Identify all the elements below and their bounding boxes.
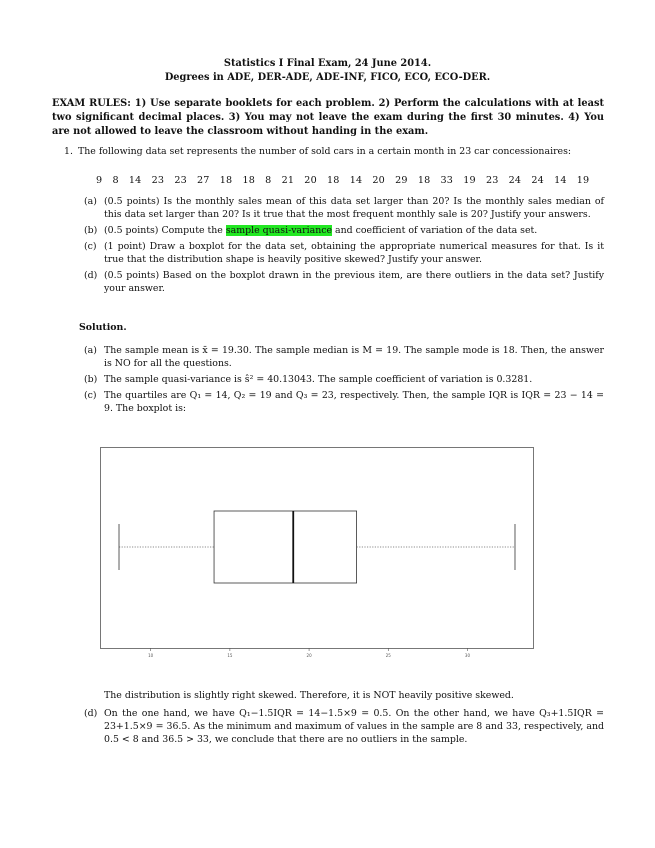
part-a-text: (0.5 points) Is the monthly sales mean of this data set larger than 20? Is the monthly sales median of this data set larger than 20? Is it true that the most frequent monthly sale is 20? Justify your answers. [104, 196, 604, 220]
x-tick-label: 25 [385, 653, 391, 658]
solution-heading: Solution. [79, 322, 127, 333]
solution-d-label: (d) [84, 708, 98, 719]
solution-d [84, 708, 604, 747]
part-c [84, 241, 604, 267]
part-b-text-pre: (0.5 points) Compute the [104, 224, 223, 236]
solution-continued [104, 690, 604, 706]
solution-b-text: The sample quasi-variance is ŝ² = 40.13043. The sample coefficient of variation is 0.3281. [104, 373, 533, 385]
skew-note: The distribution is slightly right skewed. Therefore, it is NOT heavily positive skewed. [104, 690, 514, 701]
exam-title [0, 57, 655, 85]
solution-c-label: (c) [84, 389, 97, 401]
part-d-label: (d) [84, 269, 98, 281]
problem-number: 1. [64, 146, 73, 157]
part-a [84, 196, 604, 222]
part-a-label: (a) [84, 196, 97, 207]
dataset-values: 9 8 14 23 23 27 18 18 8 21 20 18 14 20 29 18 33 19 23 24 24 14 19 [96, 175, 590, 186]
x-tick-label: 30 [464, 653, 471, 658]
iqr-box [214, 511, 357, 583]
title-line-2: Degrees in ADE, DER-ADE, ADE-INF, FICO, ECO, ECO-DER. [164, 72, 491, 84]
part-c-label: (c) [84, 240, 97, 252]
solution-c-text: The quartiles are Q₁ = 14, Q₂ = 19 and Q₃ = 23, respectively. Then, the sample IQR is IQR = 23 − 14 = 9. The boxplot is: [104, 389, 604, 414]
solution-d-text: On the one hand, we have Q₁−1.5IQR = 14−1.5×9 = 0.5. On the other hand, we have Q₃+1.5IQR = 23+1.5×9 = 36.5. As the minimum and maximum of values in the sample are 8 and 33, respectively, and 0.5 < 8 and 36.5 > 33, we conclude that there are no outliers in the sample. [104, 708, 604, 745]
problem-text: The following data set represents the number of sold cars in a certain month in 23 car concessionaires: [78, 146, 572, 157]
solution-b-label: (b) [84, 373, 98, 385]
title-line-1: Statistics I Final Exam, 24 June 2014. [223, 58, 432, 69]
problem-statement [64, 146, 604, 159]
solution-c [84, 390, 604, 416]
part-b-text-post: and coefficient of variation of the data set. [335, 224, 538, 236]
part-c-text: (1 point) Draw a boxplot for the data set, obtaining the appropriate numerical measures for that. Is it true that the distribution shape is heavily positive skewed? Justify your answer. [104, 240, 604, 265]
solution-a-text: The sample mean is x̄ = 19.30. The sample median is M = 19. The sample mode is 18. Then, the answer is NO for all the questions. [104, 345, 604, 369]
part-d-text: (0.5 points) Based on the boxplot drawn in the previous item, are there outliers in the data set? Justify your answer. [104, 269, 604, 294]
boxplot-chart [100, 447, 534, 663]
highlighted-term: sample quasi-variance [225, 224, 333, 236]
part-d [84, 270, 604, 296]
x-tick-label: 20 [306, 653, 312, 658]
solution-b [84, 374, 604, 387]
part-b [84, 225, 604, 238]
solution-a [84, 345, 604, 371]
solution-parts-2 [84, 708, 604, 750]
x-axis-ticks [148, 648, 470, 658]
part-b-label: (b) [84, 224, 98, 236]
problem-parts [84, 196, 604, 299]
x-tick-label: 15 [227, 653, 233, 658]
x-tick-label: 10 [148, 653, 154, 658]
solution-a-label: (a) [84, 345, 97, 356]
exam-rules: EXAM RULES: 1) Use separate booklets for each problem. 2) Perform the calculations with at least two significant decimal places. 3) You may not leave the exam during the first 30 minutes. 4) You are not allowed to leave the classroom without handing in the exam. [52, 98, 604, 137]
solution-parts [84, 345, 604, 419]
